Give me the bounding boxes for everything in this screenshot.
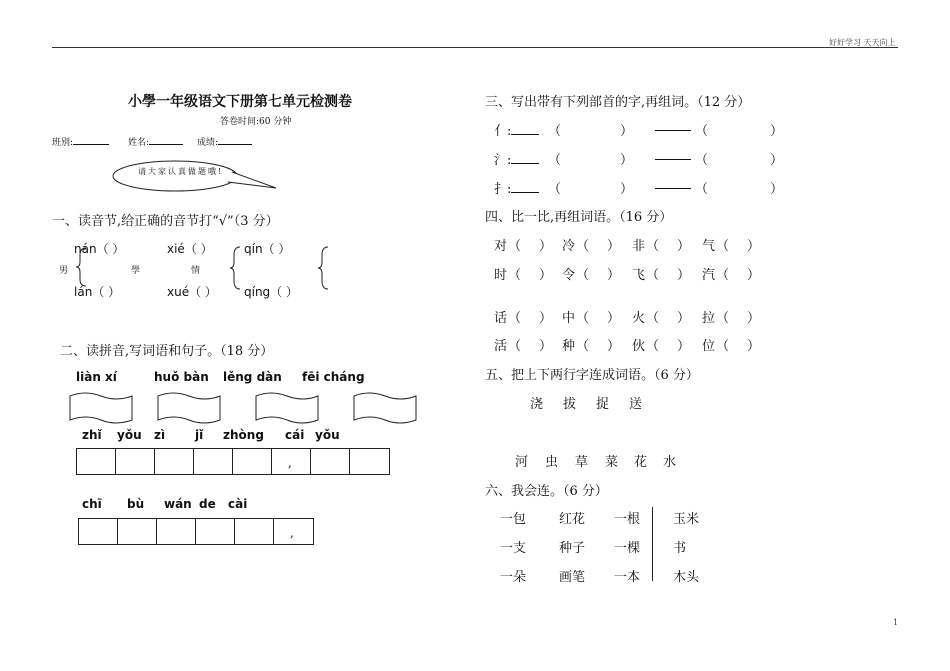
grid-cell[interactable] — [194, 449, 233, 474]
answer-blank[interactable] — [655, 149, 691, 164]
q2-word-box-2[interactable] — [156, 390, 222, 426]
q2-word-3: lěng dàn — [223, 370, 282, 384]
grid-cell[interactable] — [272, 449, 311, 474]
q3-row-3 — [494, 178, 539, 197]
paren-open: （ — [508, 268, 522, 283]
q2-word-1: liàn xí — [76, 370, 117, 384]
q5-top-char[interactable]: 捉 — [596, 397, 610, 412]
q6-col3-item[interactable]: 一根 — [614, 512, 641, 527]
q2-s2-py-2: bù — [127, 497, 145, 511]
q6-divider — [652, 507, 653, 581]
q5-bottom-char[interactable]: 草 — [575, 455, 589, 470]
paren-open: （ — [716, 239, 730, 254]
q5-top-char[interactable]: 拔 — [563, 397, 577, 412]
answer-blank[interactable] — [511, 154, 539, 164]
q2-s1-py-6: cái — [285, 428, 305, 442]
paren-open: （ — [548, 124, 562, 139]
q5-bottom-char[interactable]: 虫 — [545, 455, 559, 470]
q1-g1-brace — [76, 247, 88, 287]
q2-sentence2-grid[interactable] — [78, 518, 314, 545]
q6-col2-item[interactable]: 画笔 — [559, 570, 586, 585]
q6-col1-item[interactable]: 一支 — [500, 541, 527, 556]
q6-col1-item[interactable]: 一包 — [500, 512, 527, 527]
comma-mark: , — [290, 526, 294, 540]
q4-char: 位 — [702, 339, 716, 354]
q1-g3-brace-right — [318, 246, 330, 290]
q2-heading: 二、读拼音,写词语和句子。（18 分） — [60, 344, 274, 359]
q2-s1-py-2: yǒu — [117, 428, 142, 442]
paren-close: ） — [539, 268, 553, 283]
q4-char: 飞 — [632, 268, 646, 283]
paren-open: （ — [716, 311, 730, 326]
answer-blank[interactable] — [511, 125, 539, 135]
q3-row-1 — [494, 120, 539, 139]
q3-row-2 — [494, 149, 539, 168]
paren-close: ） — [677, 339, 691, 354]
grid-cell[interactable] — [116, 449, 155, 474]
q4-char: 伙 — [632, 339, 646, 354]
answer-blank[interactable] — [511, 183, 539, 193]
q1-heading: 一、读音节,给正确的音节打“√”（3 分） — [52, 214, 279, 229]
q6-heading: 六、我会连。（6 分） — [485, 484, 608, 499]
q1-g3-top[interactable]: qín（ ） — [244, 242, 291, 256]
q4-char: 种 — [562, 339, 576, 354]
paren-close: ） — [770, 182, 784, 197]
name-field[interactable] — [128, 135, 183, 148]
q2-sentence1-grid[interactable] — [76, 448, 390, 475]
paren-open: （ — [508, 311, 522, 326]
header-motto: 好好学习 天天向上 — [829, 38, 896, 47]
paren-open: （ — [508, 339, 522, 354]
q2-word-2: huǒ bàn — [154, 370, 209, 384]
paren-close: ） — [747, 239, 761, 254]
q1-g1-bottom[interactable]: lán（ ） — [74, 285, 121, 299]
q2-s2-py-4: de — [199, 497, 216, 511]
q2-word-box-1[interactable] — [68, 390, 134, 426]
grid-cell[interactable] — [311, 449, 350, 474]
q3-heading: 三、写出带有下列部首的字,再组词。（12 分） — [485, 95, 751, 110]
score-label: 成绩: — [197, 138, 219, 148]
paren-open: （ — [576, 311, 590, 326]
name-label: 姓名: — [128, 138, 150, 148]
q2-s2-py-3: wán — [164, 497, 192, 511]
q1-g1-top[interactable]: nán（ ） — [74, 242, 125, 256]
q1-g2-char: 學 — [131, 266, 141, 276]
answer-blank[interactable] — [655, 120, 691, 135]
class-field[interactable] — [52, 135, 109, 148]
paren-close: ） — [539, 339, 553, 354]
q2-word-4: fēi cháng — [302, 370, 365, 384]
paren-close: ） — [747, 311, 761, 326]
q3-radical-1: 亻: — [494, 124, 512, 139]
q6-col1-item[interactable]: 一朵 — [500, 570, 527, 585]
q2-word-box-4[interactable] — [352, 390, 418, 426]
q1-g3-char: 情 — [191, 266, 201, 276]
paren-open: （ — [576, 339, 590, 354]
q6-col3-item[interactable]: 一棵 — [614, 541, 641, 556]
q4-char: 汽 — [702, 268, 716, 283]
q2-s2-py-1: chī — [82, 497, 102, 511]
grid-cell[interactable] — [350, 449, 389, 474]
paren-close: ） — [620, 124, 634, 139]
paren-close: ） — [607, 311, 621, 326]
paren-open: （ — [508, 239, 522, 254]
grid-cell[interactable] — [118, 519, 157, 544]
q6-col2-item[interactable]: 红花 — [559, 512, 586, 527]
paren-open: （ — [548, 153, 562, 168]
q1-g3-brace-left — [230, 246, 242, 290]
q4-char: 话 — [494, 311, 508, 326]
q5-heading: 五、把上下两行字连成词语。（6 分） — [485, 368, 699, 383]
q3-radical-2: 氵: — [494, 153, 512, 168]
q2-s1-py-3: zì — [154, 428, 166, 442]
q2-s1-py-7: yǒu — [315, 428, 340, 442]
exam-time: 答卷时间:60 分钟 — [220, 117, 292, 127]
paren-close: ） — [607, 339, 621, 354]
q4-char: 火 — [632, 311, 646, 326]
paren-close: ） — [770, 124, 784, 139]
q2-s2-py-5: cài — [228, 497, 248, 511]
answer-blank[interactable] — [655, 178, 691, 193]
grid-cell[interactable] — [79, 519, 118, 544]
q4-char: 活 — [494, 339, 508, 354]
q6-col4-item[interactable]: 木头 — [673, 570, 700, 585]
q5-bottom-char[interactable]: 花 — [634, 455, 648, 470]
grid-cell[interactable] — [274, 519, 313, 544]
paren-open: （ — [695, 124, 709, 139]
q4-char: 气 — [702, 239, 716, 254]
q2-word-box-3[interactable] — [254, 390, 320, 426]
q4-char: 非 — [632, 239, 646, 254]
paren-close: ） — [677, 268, 691, 283]
q2-s1-py-4: jǐ — [195, 428, 204, 442]
paren-open: （ — [646, 239, 660, 254]
q2-s1-py-1: zhǐ — [82, 428, 102, 442]
paren-close: ） — [539, 311, 553, 326]
paren-open: （ — [695, 182, 709, 197]
grid-cell[interactable] — [155, 449, 194, 474]
grid-cell[interactable] — [77, 449, 116, 474]
exam-title: 小學一年级语文下册第七单元检测卷 — [128, 94, 352, 110]
q6-col2-item[interactable]: 种子 — [559, 541, 586, 556]
q4-char: 拉 — [702, 311, 716, 326]
q4-char: 冷 — [562, 239, 576, 254]
paren-open: （ — [576, 268, 590, 283]
grid-cell[interactable] — [157, 519, 196, 544]
paren-close: ） — [770, 153, 784, 168]
paren-open: （ — [716, 268, 730, 283]
paren-close: ） — [747, 339, 761, 354]
q4-char: 令 — [562, 268, 576, 283]
paren-close: ） — [677, 239, 691, 254]
q6-col4-item[interactable]: 玉米 — [673, 512, 700, 527]
q1-g2-bottom[interactable]: xué（ ） — [167, 285, 217, 299]
q2-s1-py-5: zhòng — [223, 428, 264, 442]
score-field[interactable] — [197, 135, 252, 148]
q6-col4-item[interactable]: 书 — [673, 541, 687, 556]
q1-g1-char: 男 — [59, 266, 69, 276]
paren-close: ） — [607, 239, 621, 254]
q5-bottom-char[interactable]: 河 — [515, 455, 529, 470]
grid-cell[interactable] — [233, 449, 272, 474]
q6-col3-item[interactable]: 一本 — [614, 570, 641, 585]
q4-char: 时 — [494, 268, 508, 283]
paren-close: ） — [620, 153, 634, 168]
paren-open: （ — [576, 239, 590, 254]
paren-open: （ — [646, 311, 660, 326]
page-number: 1 — [893, 618, 899, 627]
paren-open: （ — [548, 182, 562, 197]
q3-radical-3: 扌: — [494, 182, 512, 197]
comma-mark: , — [288, 456, 292, 470]
q4-char: 中 — [562, 311, 576, 326]
paren-open: （ — [695, 153, 709, 168]
paren-close: ） — [747, 268, 761, 283]
grid-cell[interactable] — [196, 519, 235, 544]
paren-close: ） — [620, 182, 634, 197]
paren-open: （ — [716, 339, 730, 354]
paren-close: ） — [677, 311, 691, 326]
q4-char: 对 — [494, 239, 508, 254]
grid-cell[interactable] — [235, 519, 274, 544]
paren-close: ） — [607, 268, 621, 283]
q4-heading: 四、比一比,再组词语。（16 分） — [485, 210, 673, 225]
q5-top-char[interactable]: 送 — [629, 397, 643, 412]
q5-bottom-char[interactable]: 水 — [663, 455, 677, 470]
q1-g2-top[interactable]: xié（ ） — [167, 242, 213, 256]
q1-g3-bottom[interactable]: qíng（ ） — [244, 285, 298, 299]
q5-bottom-char[interactable]: 菜 — [605, 455, 619, 470]
paren-open: （ — [646, 339, 660, 354]
q5-top-char[interactable]: 浇 — [530, 397, 544, 412]
class-label: 班别: — [52, 138, 74, 148]
paren-open: （ — [646, 268, 660, 283]
bubble-text: 请大家认真做题哦! — [138, 167, 224, 176]
header-rule — [52, 47, 898, 48]
paren-close: ） — [539, 239, 553, 254]
